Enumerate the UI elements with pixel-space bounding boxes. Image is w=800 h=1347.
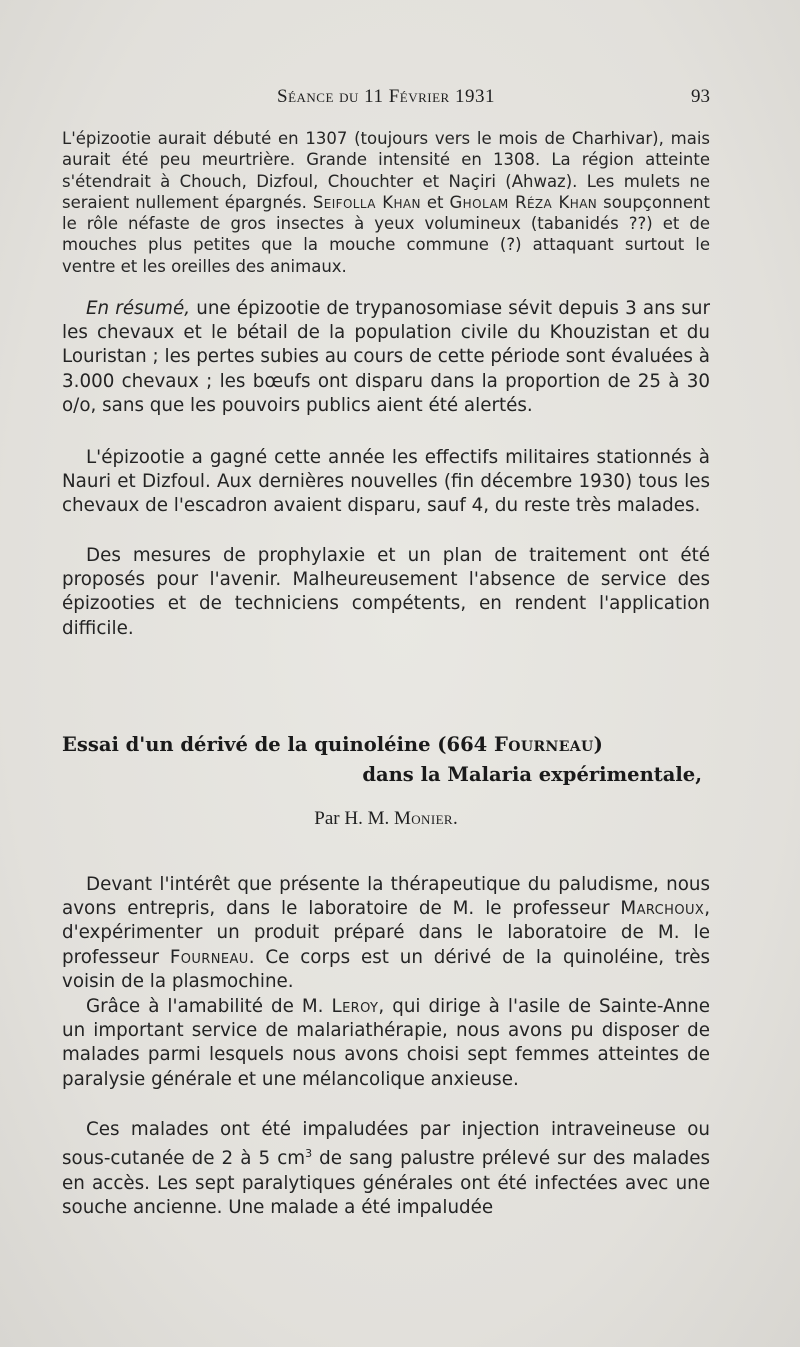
title-name-fourneau: Fourneau — [494, 733, 594, 756]
essay-author: Par H. M. Monier. — [314, 808, 458, 829]
author-name-seifolla: Seifolla Khan — [312, 192, 421, 212]
page-header — [62, 86, 710, 116]
epizootic-paragraph: L'épizootie a gagné cette année les effectifs militaires stationnés à Nauri et Dizfoul. Aux dernières nouvelles (fin décembre 1930) tous les chevaux de l'escadron avaient disparu, sauf 4, du reste très malades. — [62, 447, 710, 517]
author-name-gholam: Gholam Réza Khan — [449, 192, 598, 212]
essay-title — [62, 730, 710, 790]
author-name-monier: Monier — [393, 808, 453, 829]
name-fourneau: Fourneau — [169, 946, 249, 968]
essay-title-line-1: Essai d'un dérivé de la quinoléine (664 Fourneau) — [62, 733, 603, 756]
essay-title-line-2: dans la Malaria expérimentale, — [362, 763, 702, 786]
body-paragraph-1: Devant l'intérêt que présente la thérapeutique du paludisme, nous avons entrepris, dans le laboratoire de M. le professeur Marchoux, d'expérimenter un produit préparé dans le laboratoire de M. le professeur Fourneau. Ce corps est un dérivé de la quinoléine, très voisin de la plasmochine. — [62, 874, 710, 992]
intro-text-1: L'épizootie aurait débuté en 1307 (toujours vers le mois de Charhivar), mais aurait été peu meurtrière. Grande intensité en 1308. La région atteinte s'étendrait à Chouch, Dizfoul, Chouchter et Naçiri (Ahwaz). Les mulets ne seraient nullement épargnés. — [62, 129, 710, 212]
cube-superscript: 3 — [305, 1147, 313, 1161]
body-paragraph-2: Grâce à l'amabilité de M. Leroy, qui dirige à l'asile de Sainte-Anne un important service de malariathérapie, nous avons pu disposer de malades parmi lesquels nous avons choisi sept femmes atteintes de paralysie générale et une mélancolique anxieuse. — [62, 996, 710, 1090]
summary-lead: En résumé, — [86, 298, 191, 319]
body-paragraph-3: Ces malades ont été impaludées par injection intraveineuse ou sous-cutanée de 2 à 5 $cm^3$ de sang palustre prélevé sur des malades en accès. Les sept paralytiques générales ont été infectées avec une souche ancienne. Une malade a été impaludée — [62, 1119, 710, 1218]
summary-paragraph — [62, 297, 710, 418]
running-title: Séance du 11 Février 1931 — [277, 86, 495, 107]
prophylaxis-paragraph: Des mesures de prophylaxie et un plan de traitement ont été proposés pour l'avenir. Malheureusement l'absence de service des épizooties et de techniciens compétents, en rendent l'application difficile. — [62, 545, 710, 639]
intro-paragraph — [62, 128, 710, 277]
name-leroy: Leroy — [331, 996, 379, 1017]
summary-text: une épizootie de trypanosomiase sévit depuis 3 ans sur les chevaux et le bétail de la population civile du Khouzistan et du Louristan ; les pertes subies au cours de cette période sont évaluées à 3.000 chevaux ; les bœufs ont disparu dans la proportion de 25 à 30 o/o, sans que les pouvoirs publics aient été alertés. — [62, 298, 710, 416]
page-number: 93 — [691, 86, 710, 107]
name-marchoux: Marchoux — [620, 898, 705, 920]
intro-text-2: et — [420, 192, 450, 212]
intro-text-3: soupçonnent le rôle néfaste de gros insectes à yeux volumineux (tabanidés ??) et de mouches plus petites que la mouche commune (?) attaquant surtout le ventre et les oreilles des animaux. — [62, 192, 710, 276]
